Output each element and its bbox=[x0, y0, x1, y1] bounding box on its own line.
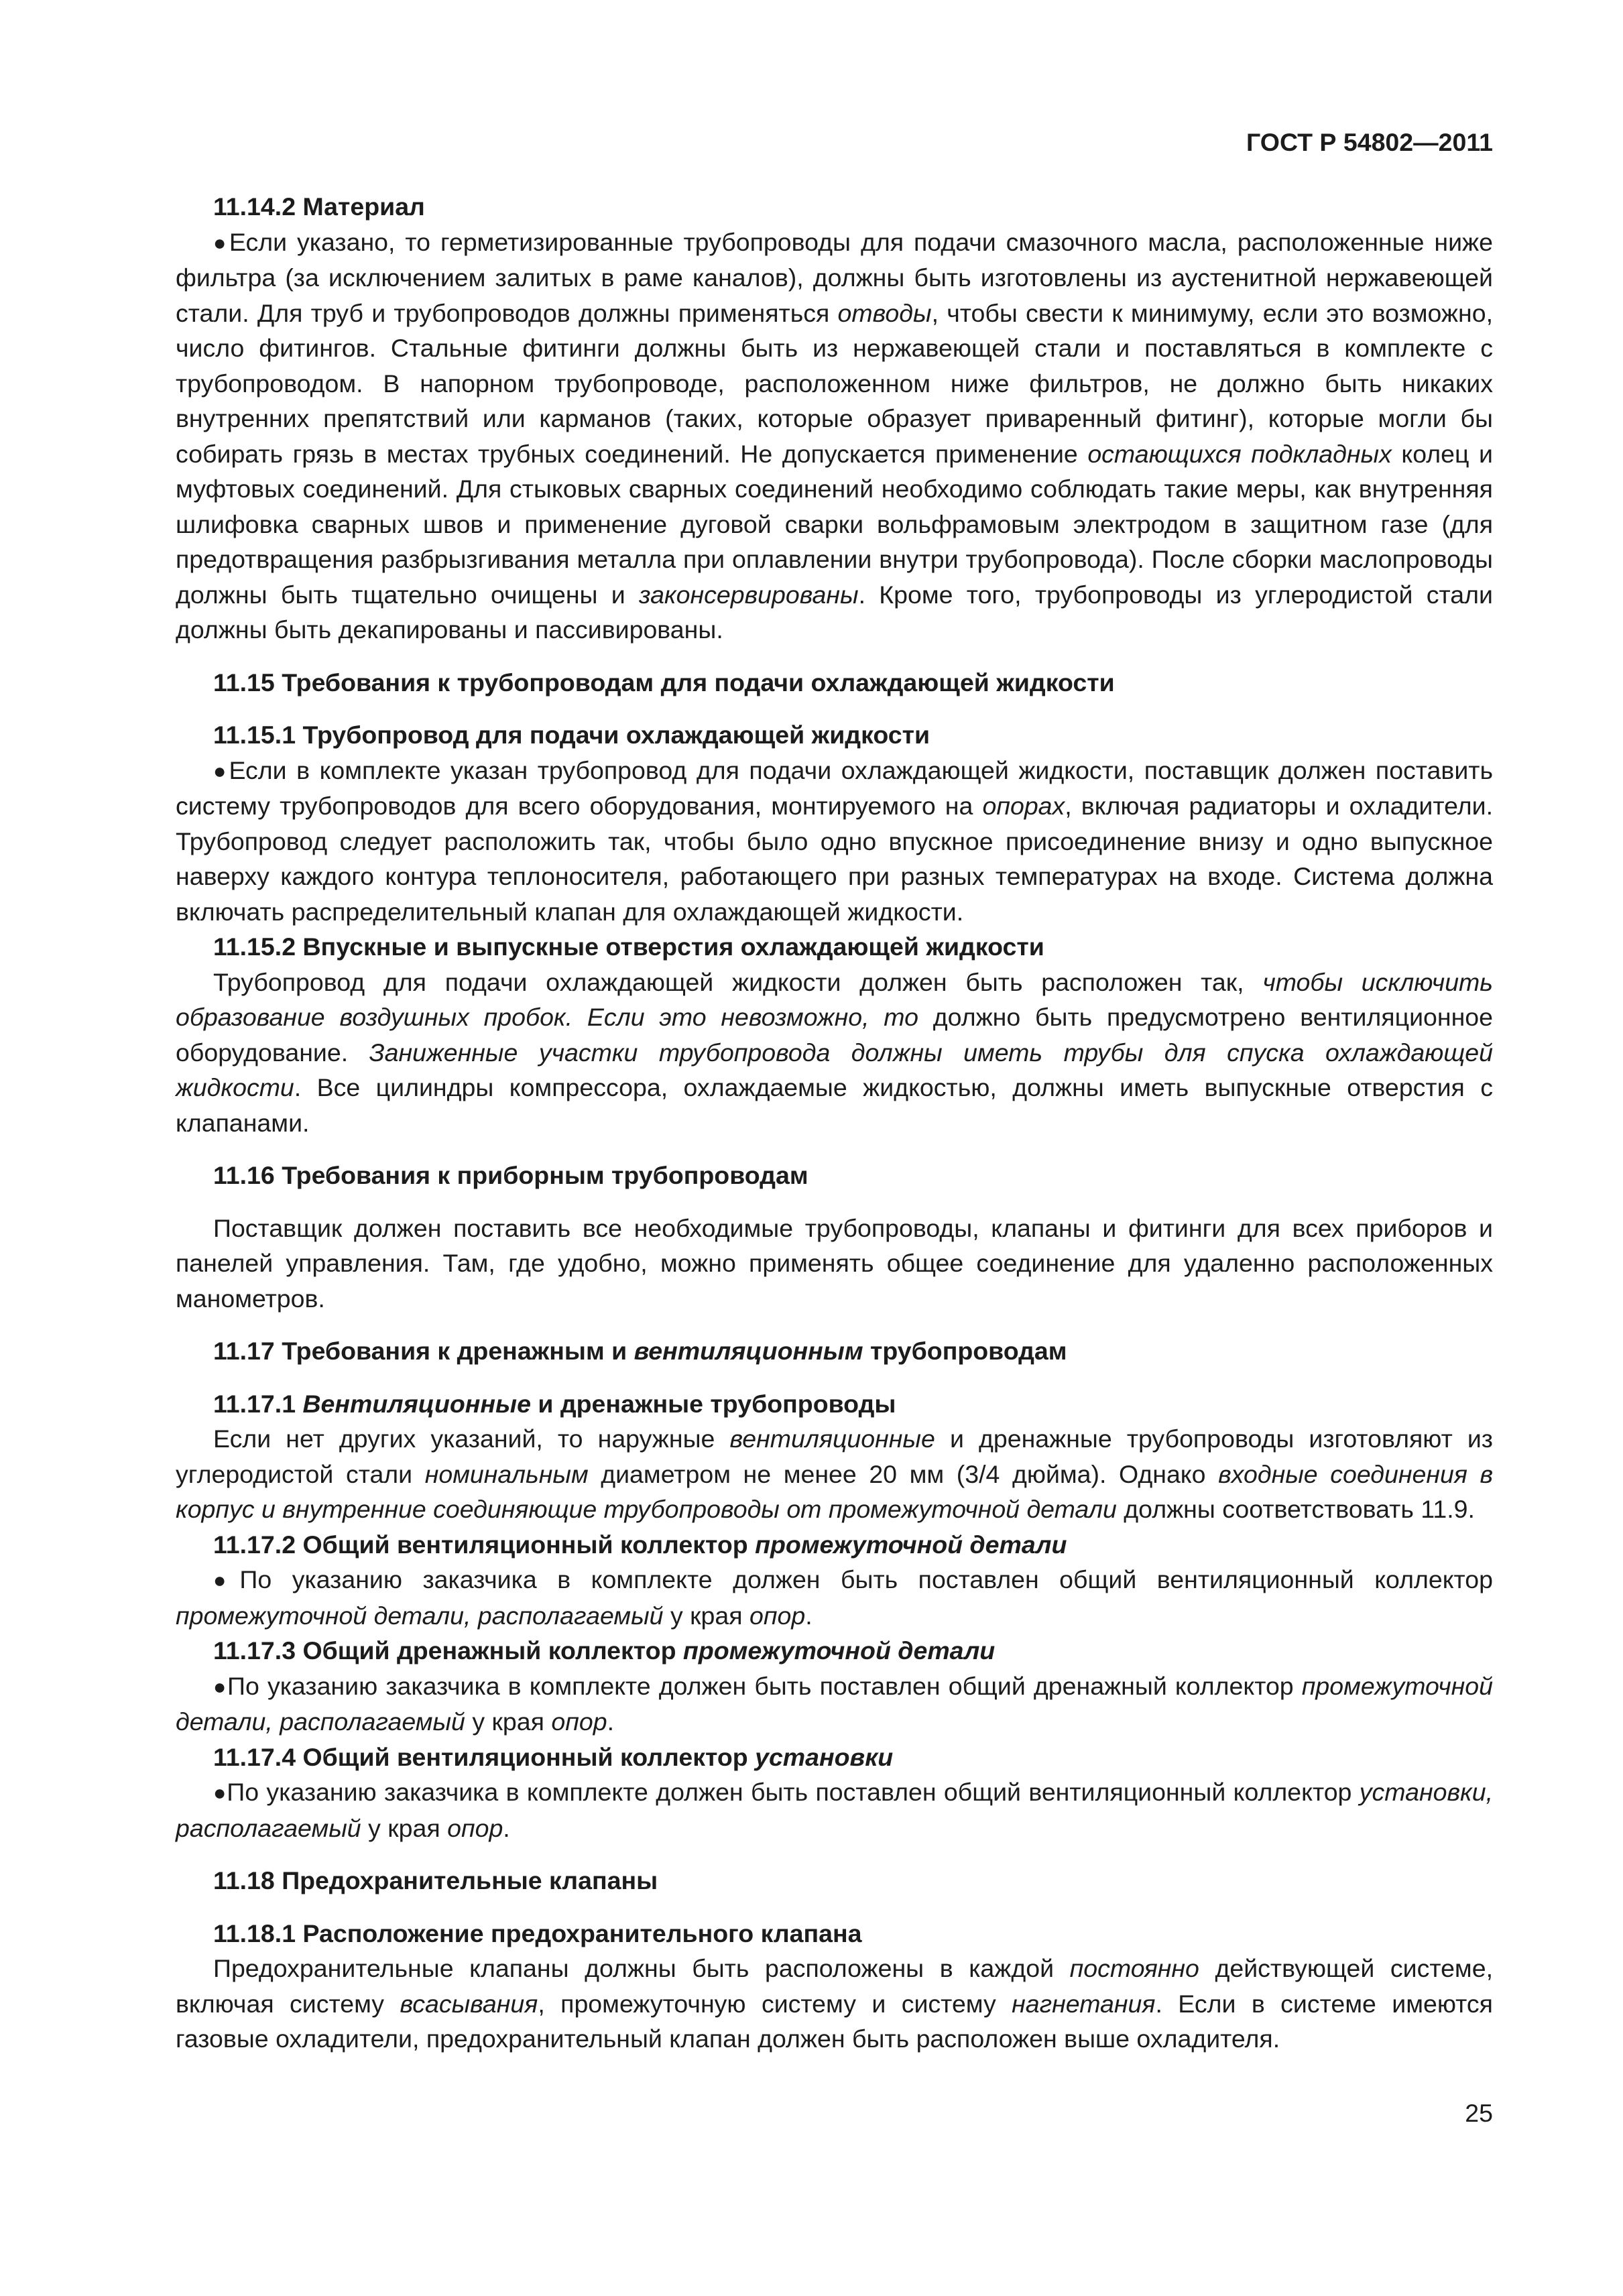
paragraph-11-15-2: Трубопровод для подачи охлаждающей жидкости должен быть расположен так, чтобы исключить образование воздушных пробок. Если это невозможно, то должно быть предусмотрено вентиляционное оборудование. Заниженные участки трубопровода должны иметь трубы для спуска охлаждающей жидкости. Все цилиндры компрессора, охлаждаемые жидкостью, должны иметь выпускные отверстия с клапанами. bbox=[176, 967, 1494, 1137]
heading-11-17-3: 11.17.3 Общий дренажный коллектор промежуточной детали bbox=[213, 1636, 996, 1665]
paragraph-11-17-4: ●По указанию заказчика в комплекте должен быть поставлен общий вентиляционный коллектор установки, располагаемый у края опор. bbox=[176, 1778, 1493, 1842]
document-body bbox=[176, 189, 1493, 2057]
heading-11-17: 11.17 Требования к дренажным и вентиляционным трубопроводам bbox=[213, 1337, 1067, 1365]
heading-11-17-4: 11.17.4 Общий вентиляционный коллектор установки bbox=[213, 1742, 894, 1771]
paragraph-11-17-2: ●По указанию заказчика в комплекте должен быть поставлен общий вентиляционный коллектор промежуточной детали, располагаемый у края опор. bbox=[176, 1565, 1494, 1630]
paragraph-11-17-1: Если нет других указаний, то наружные вентиляционные и дренажные трубопроводы изготовляют из углеродистой стали номинальным диаметром не менее 20 мм (3/4 дюйма). Однако входные соединения в корпус и внутренние соединяющие трубопроводы от промежуточной детали должны соответствовать 11.9. bbox=[176, 1425, 1494, 1523]
bullet-icon: ● bbox=[213, 1780, 227, 1805]
heading-11-17-1: 11.17.1 Вентиляционные и дренажные трубопроводы bbox=[213, 1389, 896, 1418]
bullet-icon: ● bbox=[213, 758, 229, 783]
heading-11-15-1: 11.15.1 Трубопровод для подачи охлаждающей жидкости bbox=[213, 721, 930, 749]
paragraph-11-18-1: Предохранительные клапаны должны быть расположены в каждой постоянно действующей системе, включая систему всасывания, промежуточную систему и систему нагнетания. Если в системе имеются газовые охладители, предохранительный клапан должен быть расположен выше охладителя. bbox=[176, 1954, 1493, 2053]
bullet-icon: ● bbox=[213, 230, 229, 255]
bullet-icon: ● bbox=[213, 1568, 240, 1592]
paragraph-11-15-1: ●Если в комплекте указан трубопровод для подачи охлаждающей жидкости, поставщик должен поставить систему трубопроводов для всего оборудования, монтируемого на опорах, включая радиаторы и охладители. Трубопровод следует расположить так, чтобы было одно впускное присоединение внизу и одно выпускное наверху каждого контура теплоносителя, работающего при разных температурах на входе. Система должна включать распределительный клапан для охлаждающей жидкости. bbox=[176, 756, 1493, 926]
paragraph-11-17-3: ●По указанию заказчика в комплекте должен быть поставлен общий дренажный коллектор промежуточной детали, располагаемый у края опор. bbox=[176, 1671, 1493, 1736]
heading-11-15-2: 11.15.2 Впускные и выпускные отверстия охлаждающей жидкости bbox=[213, 932, 1044, 961]
heading-11-16: 11.16 Требования к приборным трубопроводам bbox=[213, 1161, 808, 1189]
heading-11-14-2: 11.14.2 Материал bbox=[213, 192, 425, 221]
paragraph-11-16: Поставщик должен поставить все необходимые трубопроводы, клапаны и фитинги для всех приборов и панелей управления. Там, где удобно, можно применять общее соединение для удаленно расположенных манометров. bbox=[176, 1213, 1493, 1313]
heading-11-18-1: 11.18.1 Расположение предохранительного клапана bbox=[213, 1919, 862, 1947]
document-header: ГОСТ Р 54802—2011 bbox=[1246, 128, 1493, 156]
heading-11-15: 11.15 Требования к трубопроводам для подачи охлаждающей жидкости bbox=[213, 668, 1115, 697]
heading-11-17-2: 11.17.2 Общий вентиляционный коллектор промежуточной детали bbox=[213, 1530, 1067, 1559]
bullet-icon: ● bbox=[213, 1674, 228, 1699]
heading-11-18: 11.18 Предохранительные клапаны bbox=[213, 1866, 658, 1894]
paragraph-11-14-2: ●Если указано, то герметизированные трубопроводы для подачи смазочного масла, расположенные ниже фильтра (за исключением залитых в раме каналов), должны быть изготовлены из аустенитной нержавеющей стали. Для труб и трубопроводов должны применяться отводы, чтобы свести к минимуму, если это возможно, число фитингов. Стальные фитинги должны быть из нержавеющей стали и поставляться в комплекте с трубопроводом. В напорном трубопроводе, расположенном ниже фильтров, не должно быть никаких внутренних препятствий или карманов (таких, которые образует приваренный фитинг), которые могли бы собирать грязь в местах трубных соединений. Не допускается применение остающихся подкладных колец и муфтовых соединений. Для стыковых сварных соединений необходимо соблюдать такие меры, как внутренняя шлифовка сварных швов и применение дуговой сварки вольфрамовым электродом в защитном газе (для предотвращения разбрызгивания металла при оплавлении внутри трубопровода). После сборки маслопроводы должны быть тщательно очищены и законсервированы. Кроме того, трубопроводы из углеродистой стали должны быть декапированы и пассивированы. bbox=[176, 227, 1493, 644]
page-number: 25 bbox=[1465, 2099, 1493, 2127]
